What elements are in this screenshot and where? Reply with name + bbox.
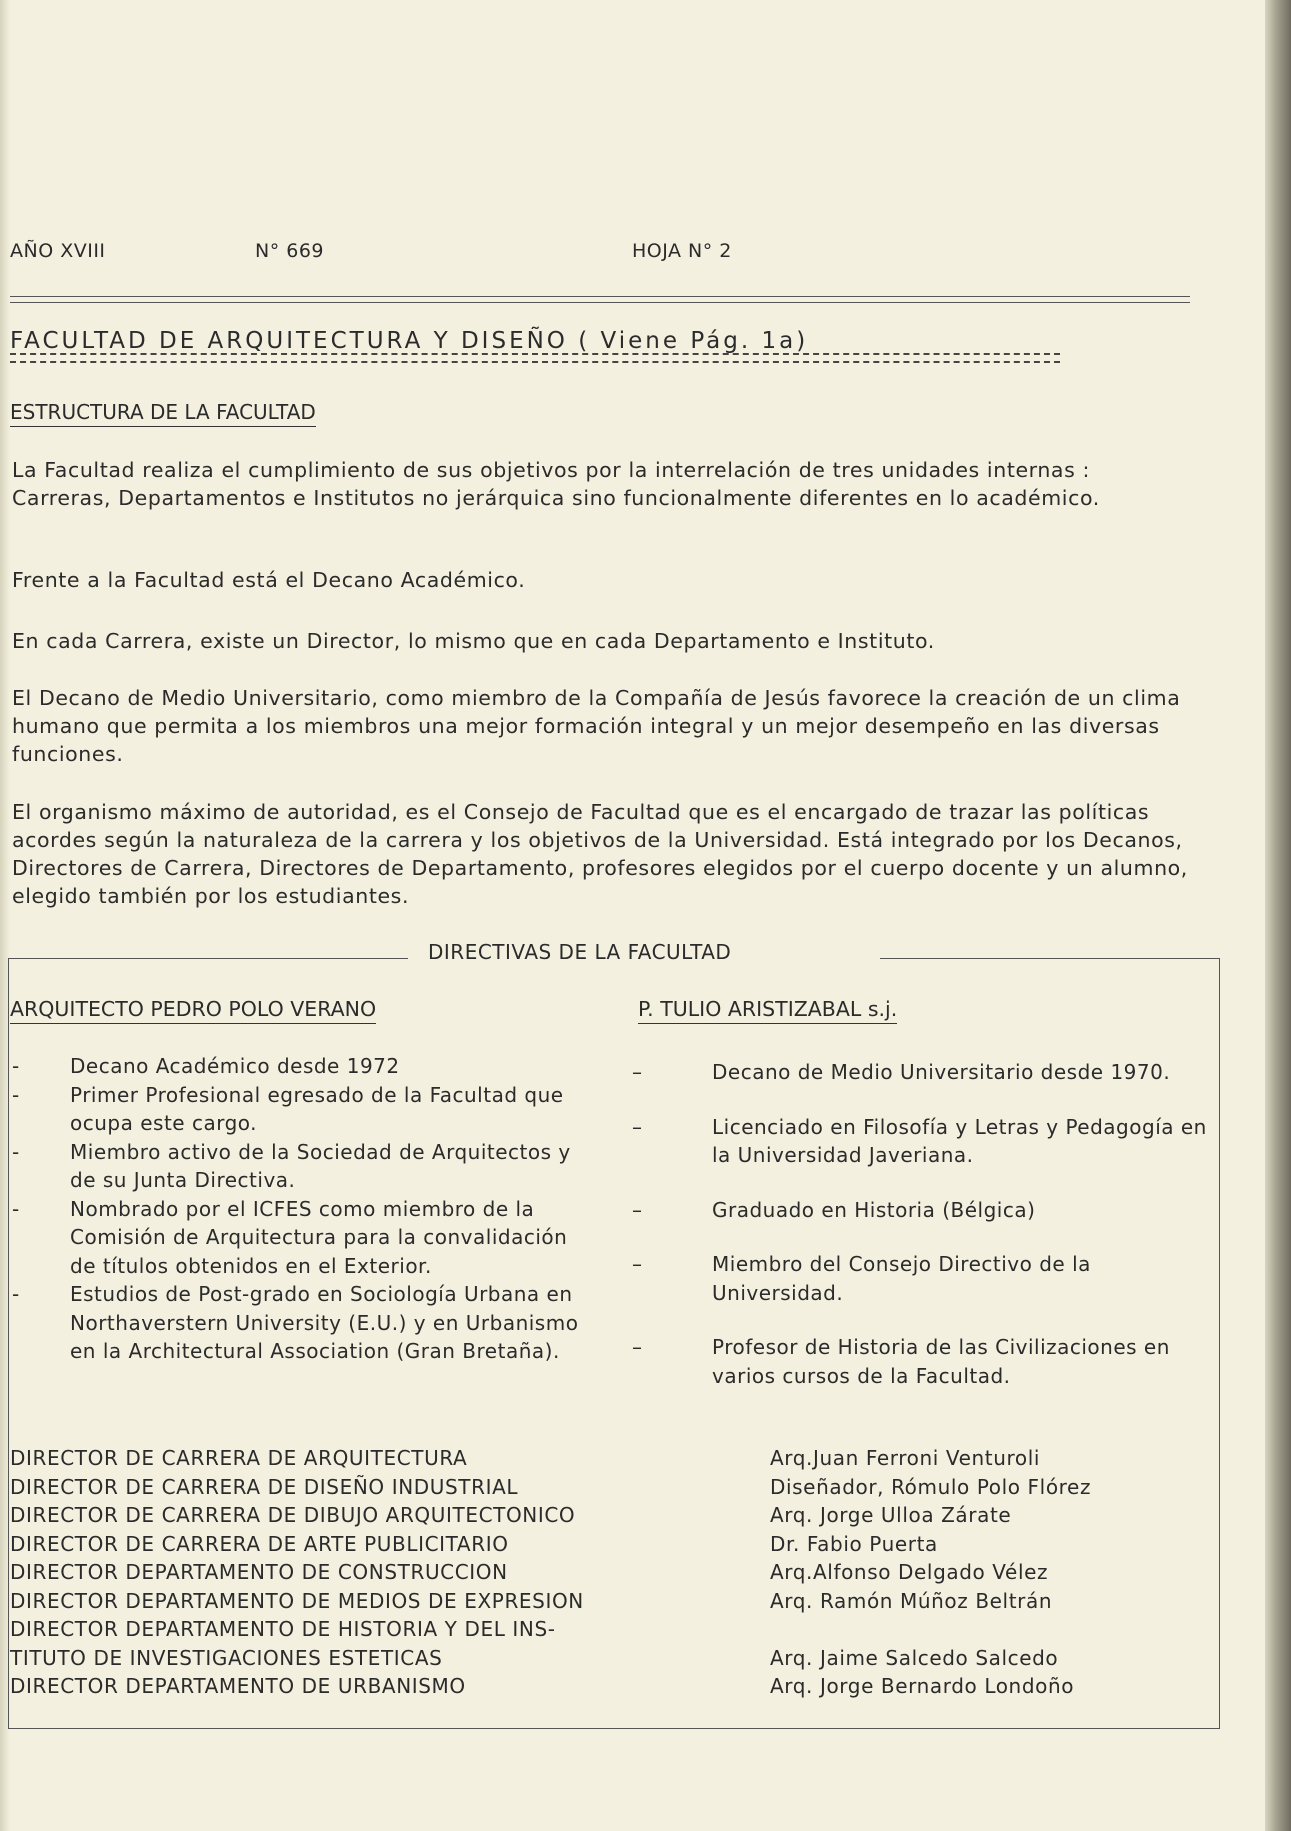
header-rule-2 [10, 302, 1190, 303]
director-row: DIRECTOR DE CARRERA DE DIBUJO ARQUITECTONICO Arq. Jorge Ulloa Zárate [10, 1503, 1012, 1527]
page-binding-edge [1265, 0, 1291, 1831]
directors-list [10, 1444, 1210, 1701]
list-item: - Miembro activo de la Sociedad de Arquitectos y de su Junta Directiva. [12, 1139, 571, 1192]
title-double-underline [10, 353, 1060, 363]
right-credentials [632, 1058, 1222, 1390]
header-sheet: HOJA N° 2 [632, 240, 732, 262]
list-item: - Primer Profesional egresado de la Facultad que ocupa este cargo. [12, 1082, 564, 1135]
director-row: DIRECTOR DEPARTAMENTO DE HISTORIA Y DEL INS- [10, 1617, 556, 1641]
director-row: DIRECTOR DE CARRERA DE ARQUITECTURA Arq.Juan Ferroni Venturoli [10, 1446, 1041, 1470]
paragraph-1: La Facultad realiza el cumplimiento de sus objetivos por la interrelación de tres unidades internas : Carreras, Departamentos e Institutos no jerárquica sino funcionalmente diferentes en lo académico. [12, 458, 1100, 510]
director-row: TITUTO DE INVESTIGACIONES ESTETICAS Arq. Jaime Salcedo Salcedo [10, 1645, 1059, 1670]
list-item: - Estudios de Post-grado en Sociología Urbana en Northaverstern University (E.U.) y en Urbanismo en la Architectural Association (Gran Bretaña). [12, 1282, 579, 1363]
paragraph-4: El Decano de Medio Universitario, como miembro de la Compañía de Jesús favorece la creación de un clima humano que permita a los miembros una mejor formación integral y un mejor desempeño en las diversas funciones. [12, 686, 1181, 766]
directivas-title: DIRECTIVAS DE LA FACULTAD [428, 940, 732, 964]
director-row: DIRECTOR DE CARRERA DE DISEÑO INDUSTRIAL Diseñador, Rómulo Polo Flórez [10, 1474, 1092, 1499]
left-credentials [10, 1052, 580, 1366]
list-item: - Nombrado por el ICFES como miembro de la Comisión de Arquitectura para la convalidación de títulos obtenidos en el Exterior. [12, 1196, 568, 1278]
list-item: – Profesor de Historia de las Civilizaciones en varios cursos de la Facultad. [632, 1335, 1170, 1388]
section-subtitle: ESTRUCTURA DE LA FACULTAD [10, 400, 316, 427]
left-person-name: ARQUITECTO PEDRO POLO VERANO [10, 997, 376, 1024]
paragraph-3: En cada Carrera, existe un Director, lo mismo que en cada Departamento e Instituto. [12, 629, 935, 653]
director-row: DIRECTOR DEPARTAMENTO DE URBANISMO Arq. Jorge Bernardo Londoño [10, 1674, 1075, 1698]
header-year: AÑO XVIII [10, 240, 106, 262]
list-item: – Decano de Medio Universitario desde 1970. [632, 1060, 1171, 1084]
list-item: - Decano Académico desde 1972 [12, 1054, 400, 1078]
director-row: DIRECTOR DEPARTAMENTO DE MEDIOS DE EXPRESION Arq. Ramón Múñoz Beltrán [10, 1588, 1053, 1613]
header-rule-1 [10, 296, 1190, 297]
section-title: FACULTAD DE ARQUITECTURA Y DISEÑO ( Viene Pág. 1a) [10, 328, 809, 354]
list-item: – Miembro del Consejo Directivo de la Universidad. [632, 1252, 1091, 1305]
paragraph-5: El organismo máximo de autoridad, es el Consejo de Facultad que es el encargado de trazar las políticas acordes según la naturaleza de la carrera y los objetivos de la Universidad. Está integrado por los Decanos, Directores de Carrera, Directores de Departamento, profesores elegidos por el cuerpo docente y un alumno, elegido también por los estudiantes. [12, 800, 1188, 908]
right-person-name: P. TULIO ARISTIZABAL s.j. [638, 997, 897, 1024]
header-number: N° 669 [255, 240, 325, 262]
list-item: – Graduado en Historia (Bélgica) [632, 1197, 1036, 1222]
director-row: DIRECTOR DE CARRERA DE ARTE PUBLICITARIO Dr. Fabio Puerta [10, 1531, 938, 1556]
paragraph-2: Frente a la Facultad está el Decano Académico. [12, 568, 526, 592]
list-item: – Licenciado en Filosofía y Letras y Pedagogía en la Universidad Javeriana. [632, 1114, 1207, 1167]
director-row: DIRECTOR DEPARTAMENTO DE CONSTRUCCION Arq.Alfonso Delgado Vélez [10, 1560, 1049, 1584]
